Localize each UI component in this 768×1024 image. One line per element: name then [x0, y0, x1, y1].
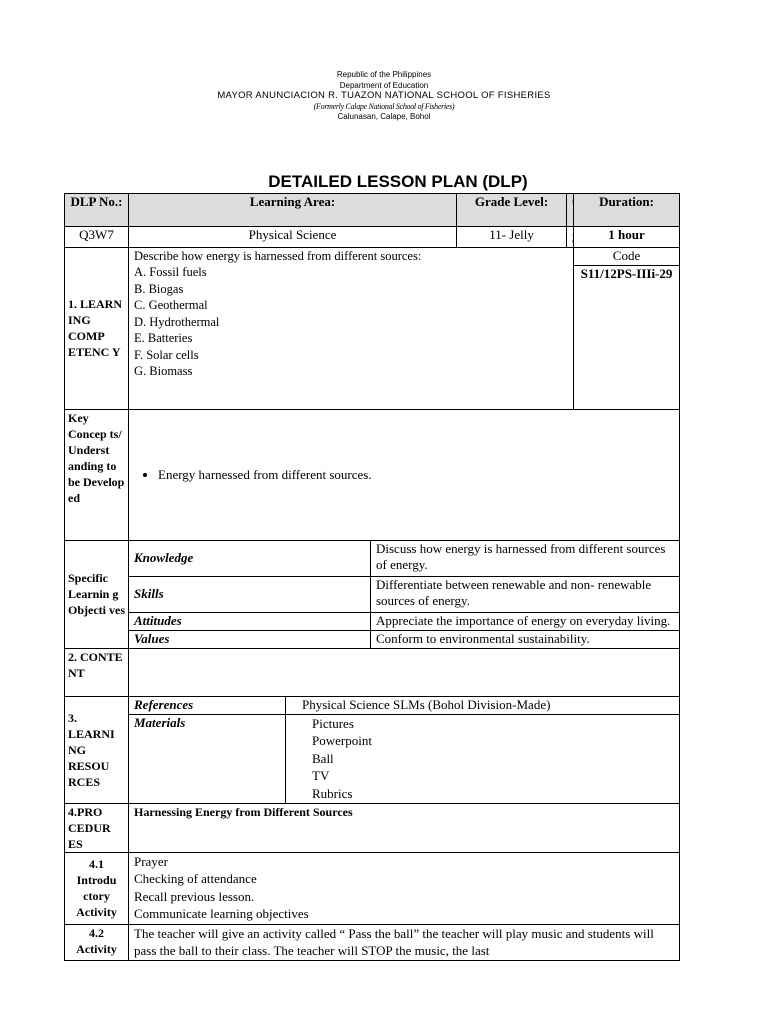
- competency-code-value: S11/12PS-IIIi-29: [574, 265, 680, 409]
- procedures-row: [65, 803, 680, 852]
- objectives-label: Specific Learnin g Objecti ves: [65, 540, 129, 648]
- dlp-no-header: DLP No.:: [65, 194, 129, 227]
- competency-item: B. Biogas: [134, 281, 184, 296]
- header-republic: Republic of the Philippines: [336, 70, 432, 79]
- activity-label: 4.2 Activity: [65, 924, 129, 960]
- content-label: 2. CONTE NT: [65, 648, 129, 696]
- objective-values-row: [65, 630, 680, 648]
- activity-text: The teacher will give an activity called “ Pass the ball” the teacher will play music and students will pass the ball to their class. The teacher will STOP the music, the last: [129, 924, 680, 960]
- grade-level-header: Grade Level:: [457, 194, 567, 227]
- objective-skills-row: [65, 576, 680, 612]
- material-item: Rubrics: [312, 785, 353, 801]
- material-item: Powerpoint: [312, 733, 372, 749]
- key-concepts-row: [65, 409, 680, 540]
- material-item: TV: [312, 768, 330, 784]
- competency-intro: Describe how energy is harnessed from different sources:: [134, 248, 422, 263]
- values-objective: Conform to environmental sustainability.: [371, 630, 680, 648]
- key-concepts-content: [129, 409, 680, 540]
- introductory-list: [129, 852, 680, 924]
- objective-attitudes-row: [65, 612, 680, 630]
- procedures-topic: Harnessing Energy from Different Sources: [129, 803, 680, 852]
- objective-knowledge-row: [65, 540, 680, 576]
- attitudes-objective: Appreciate the importance of energy on everyday living.: [371, 612, 680, 630]
- header-department: Department of Education: [339, 80, 429, 90]
- key-concept-item: • Energy harnessed from different sources.: [158, 467, 674, 484]
- material-item: Ball: [312, 750, 334, 766]
- introductory-item: Communicate learning objectives: [134, 906, 309, 922]
- table-header-row: [65, 194, 680, 227]
- key-concepts-label: Key Concep ts/ Underst anding to be Develop ed: [65, 409, 129, 540]
- introductory-label: 4.1 Introdu ctory Activity: [65, 852, 129, 924]
- learning-area-header: Learning Area:: [129, 194, 457, 227]
- references-label: References: [129, 696, 286, 714]
- document-header: [0, 70, 768, 123]
- skills-objective: Differentiate between renewable and non- renewable sources of energy.: [371, 576, 680, 612]
- material-item: Pictures: [312, 715, 354, 731]
- header-formerly: (Formerly Calape National School of Fisheries): [313, 101, 455, 111]
- quarter-value: [567, 227, 574, 248]
- references-value: Physical Science SLMs (Bohol Division-Made): [286, 696, 680, 714]
- competency-item: C. Geothermal: [134, 298, 208, 313]
- lesson-plan-table: [64, 193, 680, 961]
- attitudes-label: Attitudes: [129, 612, 371, 630]
- values-label: Values: [129, 630, 371, 648]
- skills-label: Skills: [129, 576, 371, 612]
- table-values-row: [65, 227, 680, 248]
- page-title: DETAILED LESSON PLAN (DLP): [268, 172, 528, 191]
- resources-label: 3. LEARNI NG RESOU RCES: [65, 696, 129, 803]
- competency-row: [65, 247, 680, 265]
- competency-item: A. Fossil fuels: [134, 265, 207, 280]
- dlp-no-value: Q3W7: [65, 227, 129, 248]
- competency-item: F. Solar cells: [134, 347, 199, 362]
- key-concepts-list: [134, 467, 674, 484]
- materials-row: [65, 714, 680, 803]
- materials-list: [286, 714, 680, 803]
- competency-item: E. Batteries: [134, 331, 193, 346]
- knowledge-label: Knowledge: [129, 540, 371, 576]
- introductory-item: Recall previous lesson.: [134, 888, 255, 904]
- knowledge-objective: Discuss how energy is harnessed from different sources of energy.: [371, 540, 680, 576]
- header-address: Calunasan, Calape, Bohol: [337, 112, 431, 121]
- references-row: [65, 696, 680, 714]
- competency-item: D. Hydrothermal: [134, 314, 220, 329]
- content-row: [65, 648, 680, 696]
- introductory-row: [65, 852, 680, 924]
- code-label: Code: [574, 247, 680, 265]
- procedures-label: 4.PRO CEDUR ES: [65, 803, 129, 852]
- header-school-name: MAYOR ANUNCIACION R. TUAZON NATIONAL SCHOOL OF FISHERIES: [217, 90, 551, 101]
- competency-label: 1. LEARN ING COMP ETENC Y: [65, 247, 129, 409]
- duration-value: 1 hour: [574, 227, 680, 248]
- introductory-item: Checking of attendance: [134, 871, 257, 887]
- quarter-header: [567, 194, 574, 227]
- duration-header: Duration:: [574, 194, 680, 227]
- materials-label: Materials: [129, 714, 286, 803]
- introductory-item: Prayer: [134, 853, 168, 869]
- competency-content: [129, 247, 574, 409]
- competency-item: G. Biomass: [134, 364, 193, 379]
- content-value: [129, 648, 680, 696]
- learning-area-value: Physical Science: [129, 227, 457, 248]
- activity-row: [65, 924, 680, 960]
- grade-level-value: 11- Jelly: [457, 227, 567, 248]
